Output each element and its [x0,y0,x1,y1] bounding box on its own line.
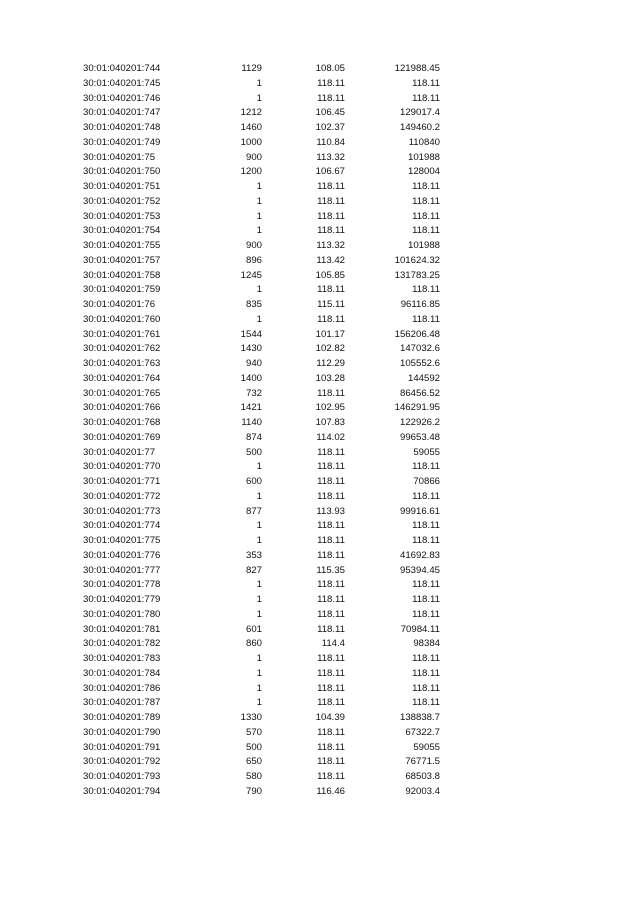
cadastral-number-cell: 30:01:040201:777 [83,564,161,576]
total-cell: 98384 [413,638,440,650]
quantity-cell: 1 [256,594,262,605]
price-cell: 118.11 [317,741,345,753]
cadastral-number-cell: 30:01:040201:774 [83,520,161,532]
total-cell: 59055 [413,446,440,458]
quantity-cell: 827 [245,564,262,576]
total-cell: 67322.7 [405,726,440,738]
cadastral-number-cell: 30:01:040201:789 [83,712,161,723]
total-cell: 68503.8 [405,771,440,782]
quantity-cell: 732 [245,387,262,399]
price-cell: 118.11 [317,461,345,473]
total-cell: 95394.45 [399,564,440,576]
total-cell: 118.11 [412,284,440,296]
cadastral-number-cell: 30:01:040201:747 [83,107,161,119]
table-row [0,313,640,328]
total-cell: 138838.7 [399,712,440,723]
cadastral-number-cell: 30:01:040201:794 [83,785,161,797]
table-row [0,696,640,711]
cadastral-number-cell: 30:01:040201:786 [83,682,161,694]
price-cell: 118.11 [317,697,345,709]
price-cell: 118.11 [317,387,345,399]
table-row [0,151,640,166]
cadastral-number-cell: 30:01:040201:761 [83,328,161,340]
quantity-cell: 500 [245,446,262,458]
quantity-cell: 1330 [240,712,262,723]
table-row [0,623,640,638]
total-cell: 131783.25 [394,269,440,281]
quantity-cell: 1 [256,284,262,296]
total-cell: 99653.48 [399,431,440,443]
quantity-cell: 1 [256,697,262,709]
cadastral-number-cell: 30:01:040201:750 [83,166,161,178]
price-cell: 116.46 [316,785,345,797]
price-cell: 102.37 [315,122,345,133]
quantity-cell: 1 [256,667,262,679]
price-cell: 115.35 [316,564,345,576]
quantity-cell: 900 [245,240,262,251]
price-cell: 115.11 [317,299,345,310]
cadastral-number-cell: 30:01:040201:759 [83,284,161,296]
quantity-cell: 900 [245,151,262,163]
cadastral-number-cell: 30:01:040201:787 [83,697,161,709]
price-cell: 101.17 [315,328,345,340]
price-cell: 114.4 [321,638,345,650]
cadastral-number-cell: 30:01:040201:776 [83,549,161,561]
quantity-cell: 580 [245,771,262,782]
quantity-cell: 1400 [240,372,262,384]
table-row [0,62,640,77]
price-cell: 105.85 [315,269,345,281]
quantity-cell: 1 [256,92,262,104]
cadastral-number-cell: 30:01:040201:780 [83,608,161,620]
cadastral-number-cell: 30:01:040201:770 [83,461,161,473]
cadastral-number-cell: 30:01:040201:758 [83,269,161,281]
cadastral-number-cell: 30:01:040201:775 [83,535,161,546]
total-cell: 129017.4 [399,107,440,119]
total-cell: 118.11 [412,594,440,605]
table-row [0,298,640,313]
cadastral-number-cell: 30:01:040201:755 [83,240,161,251]
price-cell: 118.11 [317,653,345,664]
quantity-cell: 877 [245,505,262,517]
total-cell: 118.11 [412,579,440,591]
price-cell: 112.29 [316,358,345,369]
price-cell: 118.11 [317,535,345,546]
quantity-cell: 1 [256,181,262,192]
total-cell: 101624.32 [394,254,440,266]
cadastral-number-cell: 30:01:040201:791 [83,741,161,753]
total-cell: 86456.52 [399,387,440,399]
cadastral-number-cell: 30:01:040201:778 [83,579,161,591]
total-cell: 118.11 [412,667,440,679]
price-cell: 118.11 [317,77,345,89]
quantity-cell: 1000 [240,136,262,148]
price-cell: 102.95 [315,402,345,414]
table-row [0,519,640,534]
table-row [0,92,640,107]
price-cell: 113.32 [316,151,345,163]
total-cell: 96116.85 [400,299,440,310]
quantity-cell: 353 [245,549,262,561]
table-row [0,682,640,697]
cadastral-number-cell: 30:01:040201:783 [83,653,161,664]
total-cell: 70866 [413,476,440,487]
total-cell: 118.11 [412,181,440,192]
price-cell: 104.39 [315,712,345,723]
table-row [0,387,640,402]
cadastral-number-cell: 30:01:040201:766 [83,402,161,414]
table-row [0,269,640,284]
cadastral-number-cell: 30:01:040201:77 [83,446,156,458]
quantity-cell: 896 [245,254,262,266]
quantity-cell: 1 [256,225,262,237]
cadastral-number-cell: 30:01:040201:769 [83,431,161,443]
total-cell: 118.11 [412,520,440,532]
price-cell: 108.05 [315,63,345,74]
table-row [0,372,640,387]
cadastral-number-cell: 30:01:040201:745 [83,77,161,89]
total-cell: 101988 [407,240,440,251]
total-cell: 118.11 [412,77,440,89]
cadastral-number-cell: 30:01:040201:76 [83,299,156,310]
quantity-cell: 1245 [240,269,262,281]
quantity-cell: 1 [256,520,262,532]
price-cell: 118.11 [317,195,345,207]
price-cell: 118.11 [317,284,345,296]
cadastral-number-cell: 30:01:040201:790 [83,726,161,738]
total-cell: 118.11 [412,682,440,694]
price-cell: 113.93 [316,505,345,517]
price-cell: 118.11 [317,594,345,605]
cadastral-number-cell: 30:01:040201:760 [83,313,161,325]
cadastral-number-cell: 30:01:040201:771 [83,476,161,487]
quantity-cell: 500 [245,741,262,753]
price-cell: 118.11 [317,313,345,325]
data-table [0,62,640,800]
price-cell: 102.82 [315,343,345,355]
table-row [0,726,640,741]
price-cell: 118.11 [317,623,345,635]
total-cell: 118.11 [412,697,440,709]
quantity-cell: 790 [245,785,262,797]
quantity-cell: 1544 [240,328,262,340]
quantity-cell: 650 [245,756,262,768]
quantity-cell: 600 [245,476,262,487]
quantity-cell: 1 [256,579,262,591]
quantity-cell: 1 [256,313,262,325]
table-row [0,328,640,343]
price-cell: 118.11 [317,520,345,532]
total-cell: 118.11 [412,195,440,207]
table-row [0,534,640,549]
quantity-cell: 1 [256,682,262,694]
cadastral-number-cell: 30:01:040201:762 [83,343,161,355]
cadastral-number-cell: 30:01:040201:768 [83,417,161,428]
price-cell: 118.11 [317,771,345,782]
table-row [0,283,640,298]
table-row [0,431,640,446]
table-row [0,121,640,136]
quantity-cell: 570 [245,726,262,738]
table-row [0,460,640,475]
cadastral-number-cell: 30:01:040201:779 [83,594,161,605]
quantity-cell: 1 [256,77,262,89]
total-cell: 110840 [408,136,440,148]
table-row [0,357,640,372]
price-cell: 113.42 [316,254,345,266]
quantity-cell: 1129 [241,63,262,74]
price-cell: 118.11 [317,682,345,694]
price-cell: 118.11 [317,490,345,502]
cadastral-number-cell: 30:01:040201:765 [83,387,161,399]
price-cell: 118.11 [317,92,345,104]
cadastral-number-cell: 30:01:040201:75 [83,151,156,163]
total-cell: 122926.2 [399,417,440,428]
cadastral-number-cell: 30:01:040201:764 [83,372,161,384]
cadastral-number-cell: 30:01:040201:753 [83,210,161,222]
table-row [0,106,640,121]
cadastral-number-cell: 30:01:040201:784 [83,667,161,679]
total-cell: 118.11 [412,535,440,546]
quantity-cell: 1140 [241,417,262,428]
total-cell: 147032.6 [399,343,440,355]
table-row [0,475,640,490]
quantity-cell: 940 [245,358,262,369]
total-cell: 118.11 [412,210,440,222]
price-cell: 118.11 [317,181,345,192]
cadastral-number-cell: 30:01:040201:773 [83,505,161,517]
total-cell: 118.11 [412,653,440,664]
total-cell: 70984.11 [400,623,440,635]
table-row [0,136,640,151]
price-cell: 106.67 [315,166,345,178]
table-row [0,254,640,269]
quantity-cell: 860 [245,638,262,650]
cadastral-number-cell: 30:01:040201:749 [83,136,161,148]
quantity-cell: 1 [256,490,262,502]
table-row [0,578,640,593]
quantity-cell: 1 [256,210,262,222]
table-row [0,446,640,461]
total-cell: 118.11 [412,608,440,620]
table-row [0,564,640,579]
total-cell: 156206.48 [394,328,440,340]
quantity-cell: 1430 [240,343,262,355]
price-cell: 118.11 [317,476,345,487]
cadastral-number-cell: 30:01:040201:746 [83,92,161,104]
table-row [0,165,640,180]
table-row [0,785,640,800]
table-row [0,490,640,505]
quantity-cell: 1212 [240,107,262,119]
cadastral-number-cell: 30:01:040201:757 [83,254,161,266]
price-cell: 118.11 [317,549,345,561]
total-cell: 118.11 [412,225,440,237]
total-cell: 149460.2 [399,122,440,133]
quantity-cell: 1 [256,535,262,546]
table-row [0,416,640,431]
cadastral-number-cell: 30:01:040201:754 [83,225,161,237]
table-row [0,711,640,726]
total-cell: 118.11 [412,92,440,104]
price-cell: 110.84 [316,136,345,148]
quantity-cell: 835 [245,299,262,310]
table-row [0,77,640,92]
total-cell: 146291.95 [394,402,440,414]
table-row [0,667,640,682]
table-row [0,652,640,667]
price-cell: 118.11 [317,225,345,237]
table-row [0,608,640,623]
total-cell: 105552.6 [399,358,440,369]
quantity-cell: 1 [256,653,262,664]
total-cell: 118.11 [412,461,440,473]
price-cell: 118.11 [317,446,345,458]
total-cell: 144592 [407,372,440,384]
quantity-cell: 1 [256,608,262,620]
total-cell: 92003.4 [405,785,440,797]
cadastral-number-cell: 30:01:040201:781 [83,623,161,635]
table-row [0,239,640,254]
table-row [0,401,640,416]
price-cell: 113.32 [316,240,345,251]
quantity-cell: 1 [256,461,262,473]
total-cell: 121988.45 [394,63,440,74]
price-cell: 107.83 [315,417,345,428]
price-cell: 118.11 [317,726,345,738]
total-cell: 99916.61 [399,505,440,517]
table-row [0,224,640,239]
quantity-cell: 1 [256,195,262,207]
price-cell: 118.11 [317,756,345,768]
table-row [0,210,640,225]
total-cell: 59055 [413,741,440,753]
price-cell: 106.45 [315,107,345,119]
price-cell: 118.11 [317,667,345,679]
cadastral-number-cell: 30:01:040201:792 [83,756,161,768]
total-cell: 41692.83 [399,549,440,561]
table-row [0,342,640,357]
table-row [0,770,640,785]
price-cell: 118.11 [317,579,345,591]
price-cell: 103.28 [315,372,345,384]
cadastral-number-cell: 30:01:040201:748 [83,122,161,133]
quantity-cell: 1200 [240,166,262,178]
cadastral-number-cell: 30:01:040201:744 [83,63,161,74]
cadastral-number-cell: 30:01:040201:751 [83,181,161,192]
total-cell: 101988 [407,151,440,163]
cadastral-number-cell: 30:01:040201:782 [83,638,161,650]
quantity-cell: 1460 [240,122,262,133]
cadastral-number-cell: 30:01:040201:763 [83,358,161,369]
cadastral-number-cell: 30:01:040201:752 [83,195,161,207]
quantity-cell: 874 [245,431,262,443]
table-row [0,593,640,608]
total-cell: 76771.5 [405,756,440,768]
table-row [0,637,640,652]
table-row [0,549,640,564]
total-cell: 118.11 [412,490,440,502]
table-row [0,741,640,756]
cadastral-number-cell: 30:01:040201:772 [83,490,161,502]
total-cell: 128004 [407,166,440,178]
cadastral-number-cell: 30:01:040201:793 [83,771,161,782]
price-cell: 114.02 [316,431,345,443]
price-cell: 118.11 [317,210,345,222]
quantity-cell: 1421 [240,402,262,414]
table-row [0,180,640,195]
quantity-cell: 601 [245,623,262,635]
table-row [0,195,640,210]
table-row [0,505,640,520]
price-cell: 118.11 [317,608,345,620]
total-cell: 118.11 [412,313,440,325]
table-row [0,755,640,770]
